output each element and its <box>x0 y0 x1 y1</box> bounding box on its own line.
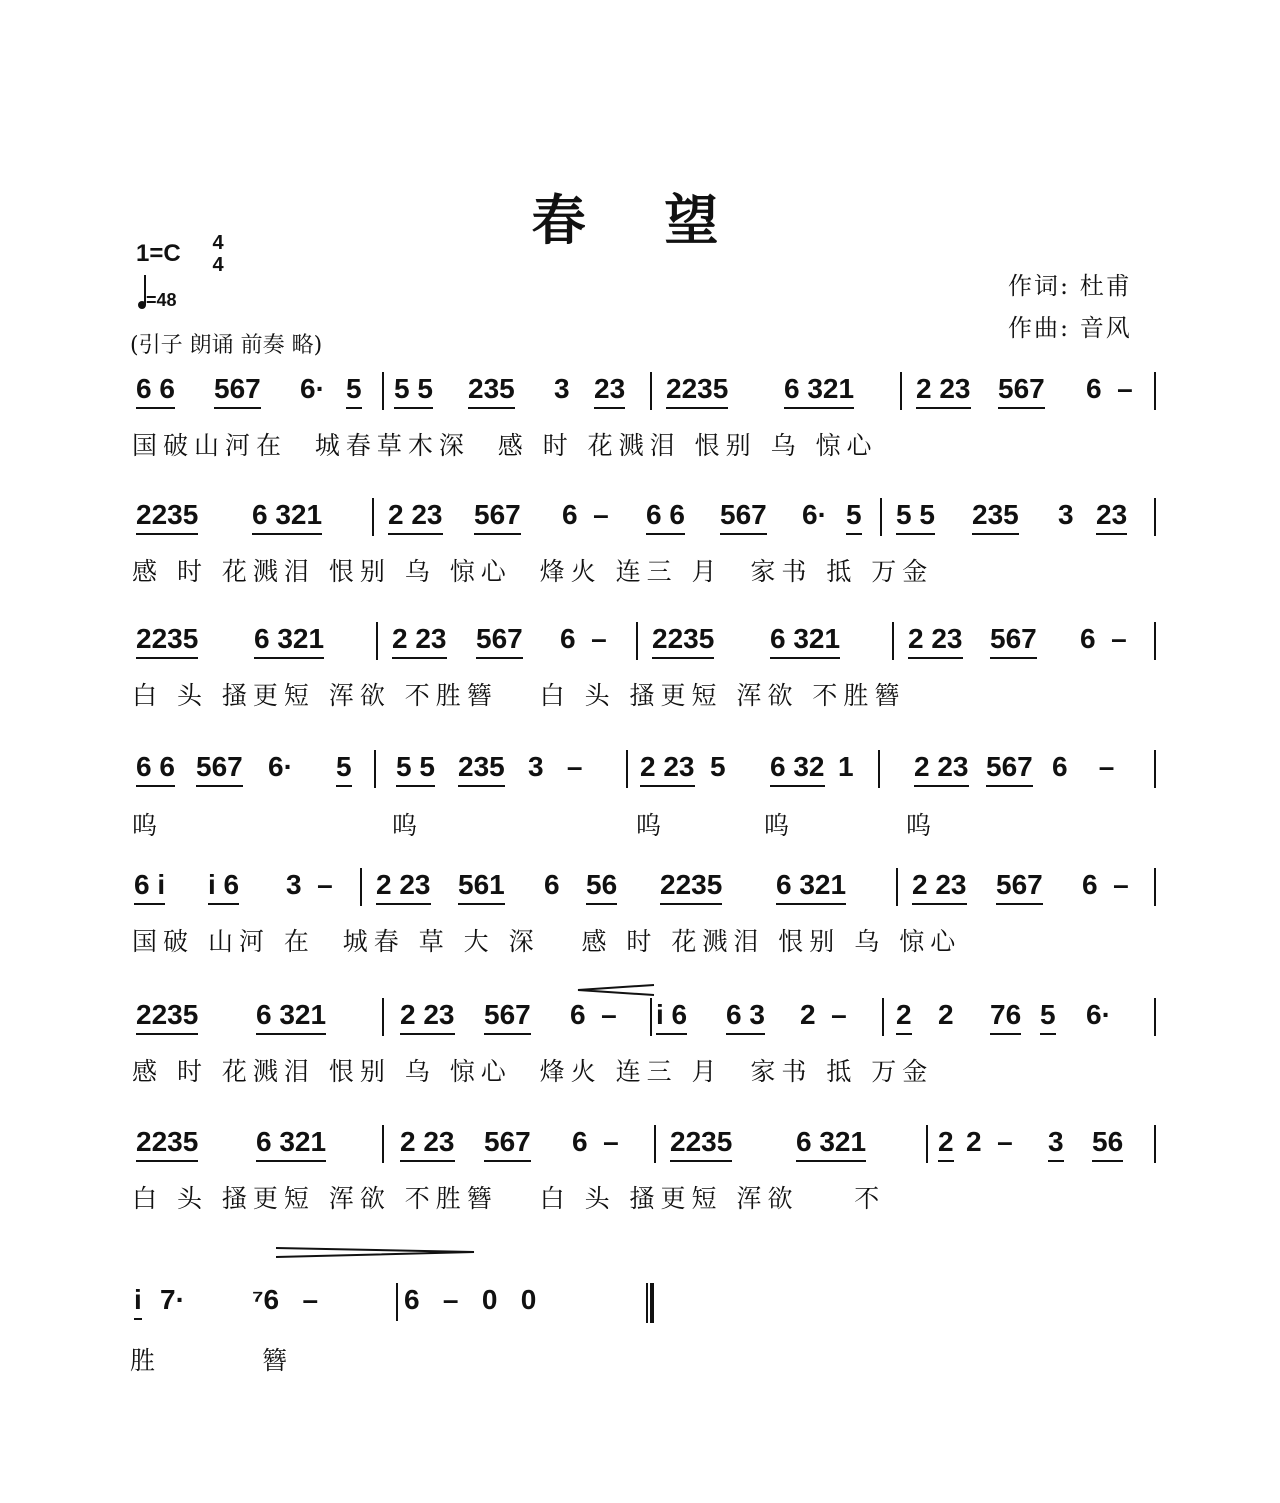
note-group: 6 – <box>1052 751 1115 782</box>
note-group: 567 <box>998 372 1045 409</box>
lyric-syllable: 呜 <box>906 811 938 840</box>
lyric-syllable: 簪 <box>262 1346 294 1375</box>
bar-line <box>1154 1125 1156 1163</box>
note-group: 6 321 <box>796 1125 866 1162</box>
note-group: 6 321 <box>256 998 326 1035</box>
lyric-line: 白 头 搔更短 浑欲 不胜簪 白 头 搔更短 浑欲 不 <box>132 1184 886 1213</box>
note-group: 3 <box>1048 1125 1064 1162</box>
note-group: 6 <box>544 869 560 900</box>
composer-credit: 作曲: 音风 <box>1008 314 1132 342</box>
note-group: 567 <box>474 498 521 535</box>
note-group: i 6 <box>656 998 687 1035</box>
note-group: 2 23 <box>400 1125 455 1162</box>
note-group: 2235 <box>660 868 722 905</box>
bar-line <box>626 750 628 788</box>
note-group: 6 6 <box>646 498 685 535</box>
bar-line <box>1154 998 1156 1036</box>
lyric-syllable: 呜 <box>764 811 796 840</box>
note-group: 6 – <box>1082 869 1129 900</box>
note-group: 6 – <box>570 999 617 1030</box>
note-group: 6 – <box>1086 373 1133 404</box>
bar-line <box>1154 622 1156 660</box>
note-group: 6 – <box>1080 623 1127 654</box>
note-group: 6 3 <box>726 998 765 1035</box>
intro-note: (引子 朗诵 前奏 略) <box>130 333 323 358</box>
note-group: 7· <box>160 1284 185 1315</box>
note-group: 567 <box>990 622 1037 659</box>
bar-line <box>382 998 384 1036</box>
note-group: 56 <box>586 868 617 905</box>
note-group: 567 <box>196 750 243 787</box>
note-group: 2 <box>938 1125 954 1162</box>
note-group: 2 23 <box>914 750 969 787</box>
score-title: 春 望 <box>531 188 749 252</box>
bar-line <box>396 1283 398 1321</box>
note-group: 567 <box>484 998 531 1035</box>
bar-line <box>900 372 902 410</box>
note-group: 6· <box>802 499 827 530</box>
bar-line <box>878 750 880 788</box>
note-group: 235 <box>468 372 515 409</box>
note-group: 2 23 <box>908 622 963 659</box>
note-group: 2235 <box>136 1125 198 1162</box>
lyric-line: 感 时 花溅泪 恨别 乌 惊心 烽火 连三 月 家书 抵 万金 <box>132 1057 934 1086</box>
note-group: 561 <box>458 868 505 905</box>
note-group: 5 <box>346 372 362 409</box>
note-group: 6 321 <box>770 622 840 659</box>
key-signature <box>136 240 181 268</box>
note-group: 2235 <box>136 622 198 659</box>
note-group: 6 – <box>572 1126 619 1157</box>
bar-line <box>376 622 378 660</box>
lyric-line: 国破山河在 城春草木深 感 时 花溅泪 恨别 乌 惊心 <box>132 431 878 460</box>
note-group: 5 <box>336 750 352 787</box>
note-group: 2 <box>938 999 954 1030</box>
note-group: 567 <box>476 622 523 659</box>
note-group: 2 23 <box>392 622 447 659</box>
lyric-line: 国破 山河 在 城春 草 大 深 感 时 花溅泪 恨别 乌 惊心 <box>132 927 962 956</box>
note-group: 2 23 <box>400 998 455 1035</box>
bar-line <box>880 498 882 536</box>
note-group: 5 5 <box>896 498 935 535</box>
note-group: 6 – 0 0 <box>404 1284 537 1315</box>
note-group: 235 <box>972 498 1019 535</box>
note-group: 6 i <box>134 868 165 905</box>
bar-line <box>1154 498 1156 536</box>
bar-line <box>650 372 652 410</box>
time-sig-top: 4 <box>212 232 224 254</box>
note-group: 76 <box>990 998 1021 1035</box>
note-group: 6 321 <box>256 1125 326 1162</box>
note-group: 2 23 <box>912 868 967 905</box>
bar-line <box>382 372 384 410</box>
note-group: i <box>134 1283 142 1320</box>
note-group: i 6 <box>208 868 239 905</box>
note-group: 56 <box>1092 1125 1123 1162</box>
note-group: 6 321 <box>252 498 322 535</box>
bar-line <box>892 622 894 660</box>
note-group: 2235 <box>666 372 728 409</box>
note-group: 6 6 <box>136 750 175 787</box>
lyricist-credit: 作词: 杜甫 <box>1008 272 1132 300</box>
note-group: 6· <box>300 373 325 404</box>
note-group: 2 – <box>800 999 847 1030</box>
note-group: 6 – <box>562 499 609 530</box>
lyric-syllable: 呜 <box>392 811 424 840</box>
note-group: 567 <box>996 868 1043 905</box>
note-group: 3 <box>1058 499 1074 530</box>
time-signature <box>208 232 228 276</box>
note-group: 2 23 <box>640 750 695 787</box>
bar-line <box>1154 372 1156 410</box>
bar-line <box>382 1125 384 1163</box>
note-group: 5 <box>846 498 862 535</box>
note-group: 567 <box>986 750 1033 787</box>
tempo-marking <box>138 290 177 311</box>
note-group: 6 321 <box>784 372 854 409</box>
bar-line <box>372 498 374 536</box>
note-group: 6 – <box>560 623 607 654</box>
lyric-line: 感 时 花溅泪 恨别 乌 惊心 烽火 连三 月 家书 抵 万金 <box>132 557 934 586</box>
bar-line <box>1154 750 1156 788</box>
note-group: 6· <box>268 751 293 782</box>
note-group: 2 23 <box>916 372 971 409</box>
note-group: 2 23 <box>388 498 443 535</box>
note-group: 3 – <box>286 869 333 900</box>
note-group: 235 <box>458 750 505 787</box>
note-group: 5 5 <box>396 750 435 787</box>
key-text: 1=C <box>136 240 181 267</box>
bar-line <box>896 868 898 906</box>
note-group: 3 <box>554 373 570 404</box>
note-group: 6 321 <box>254 622 324 659</box>
bar-line <box>650 998 652 1036</box>
lyric-syllable: 呜 <box>132 811 164 840</box>
time-sig-bottom: 4 <box>212 254 224 276</box>
tempo-value: =48 <box>146 290 177 310</box>
lyric-syllable: 胜 <box>130 1346 162 1375</box>
quarter-note-icon <box>138 301 146 309</box>
lyric-syllable: 呜 <box>636 811 668 840</box>
note-group: 23 <box>1096 498 1127 535</box>
note-group: 2 <box>896 998 912 1035</box>
crescendo-hairpin <box>576 984 656 998</box>
note-group: 2235 <box>670 1125 732 1162</box>
bar-line <box>1154 868 1156 906</box>
note-group: 2 23 <box>376 868 431 905</box>
note-group: 6 321 <box>776 868 846 905</box>
note-group: 6· <box>1086 999 1111 1030</box>
decrescendo-hairpin <box>276 1246 476 1258</box>
note-group: 567 <box>214 372 261 409</box>
note-group: 5 <box>710 751 726 782</box>
note-group: 3 – <box>528 751 583 782</box>
note-group: 567 <box>720 498 767 535</box>
bar-line <box>654 1125 656 1163</box>
bar-line <box>360 868 362 906</box>
lyric-line: 白 头 搔更短 浑欲 不胜簪 白 头 搔更短 浑欲 不胜簪 <box>132 681 906 710</box>
note-group: 6 32 <box>770 750 825 787</box>
note-group: 567 <box>484 1125 531 1162</box>
note-group: 5 <box>1040 998 1056 1035</box>
note-group: 2 – <box>966 1126 1013 1157</box>
note-group: 23 <box>594 372 625 409</box>
note-group: 6 6 <box>136 372 175 409</box>
note-group: 1 <box>838 751 854 782</box>
note-group: 2235 <box>652 622 714 659</box>
note-group: 2235 <box>136 998 198 1035</box>
final-bar-line <box>646 1283 654 1323</box>
note-group: ⁷6 – <box>252 1284 319 1315</box>
note-group: 5 5 <box>394 372 433 409</box>
bar-line <box>636 622 638 660</box>
note-group: 2235 <box>136 498 198 535</box>
bar-line <box>926 1125 928 1163</box>
bar-line <box>882 998 884 1036</box>
bar-line <box>374 750 376 788</box>
